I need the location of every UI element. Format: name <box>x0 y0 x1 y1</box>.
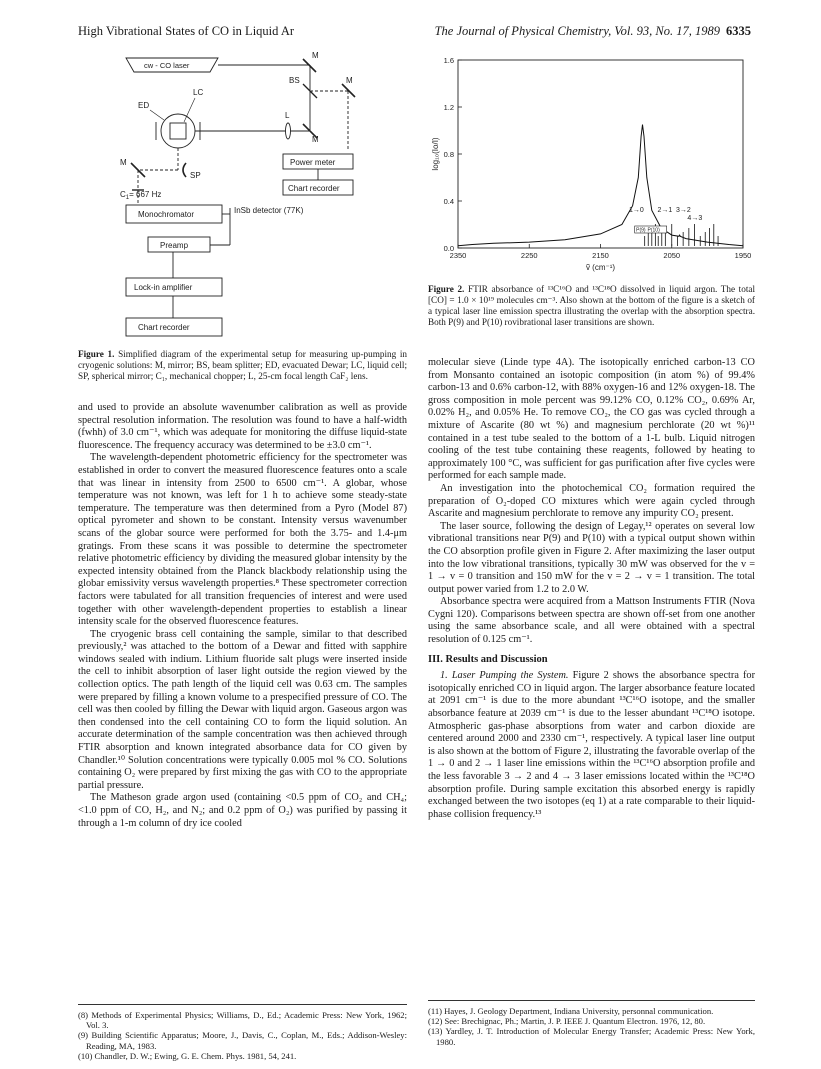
paragraph: The Matheson grade argon used (containing <0.5 ppm of CO₂ and CH₄; <1.0 ppm of CO, H₂, and N₂; and 0.2 ppm of O₂) was purified by passing it through a 1-m column of dry ice cooled <box>78 792 407 829</box>
power-meter-label: Power meter <box>290 158 336 167</box>
figure2-caption-text: FTIR absorbance of ¹³C¹⁶O and ¹³C¹⁸O dissolved in liquid argon. The total [CO] = 1.0 × 10¹⁹ molecules cm⁻³. Also shown at the bottom of the figure is a sketch of a typical laser line emission spectra illustrating the overlap with the absorption spectra. Both P(9) and P(10) rovibrational laser transitions are shown. <box>428 284 756 327</box>
x-tick-label: 2050 <box>663 251 681 260</box>
preamp-label: Preamp <box>160 241 189 250</box>
footnote: (13) Yardley, J. T. Introduction of Molecular Energy Transfer; Academic Press: New York, 1980. <box>428 1026 755 1047</box>
footnotes-left <box>78 1010 407 1061</box>
journal-citation: The Journal of Physical Chemistry, Vol. 93, No. 17, 1989 <box>434 24 720 38</box>
laser-label-3-2: 3→2 <box>676 207 691 214</box>
paragraph: An investigation into the photochemical CO₂ formation required the preparation of O₂-doped CO mixtures which were again cycled through Ascarite and magnesium perchlorate to remove any impurity CO₂ present. <box>428 482 755 520</box>
liquid-cell <box>170 123 186 139</box>
lockin-label: Lock-in amplifier <box>134 283 193 292</box>
footnote: (9) Building Scientific Apparatus; Moore, J., Davis, C., Coplan, M., Eds.; Addison-Wesley: Reading, MA, 1983. <box>78 1030 407 1051</box>
figure1-diagram <box>98 50 368 345</box>
paragraph: The laser source, following the design of Legay,¹² operates on several low vibrational transitions near P(9) and P(10) with a typical output shown within the CO absorption profile given in Figure 2. After maximizing the laser output into the low vibrational transitions, typically 30 mW was observed for the v = 1 → v = 0 transition and 150 mW for the v = 2 → v = 1 transition. The total output power varied from 1.2 to 2.0 W. <box>428 520 755 595</box>
footnote-rule-left <box>78 1004 407 1005</box>
x-tick-label: 2350 <box>449 251 467 260</box>
footnote-rule-right <box>428 1000 755 1001</box>
laser-key-p10: P(10) <box>647 227 660 234</box>
label-m-right: M <box>346 76 353 85</box>
y-tick-label: 0.8 <box>443 150 454 159</box>
laser-label-2-1: 2→1 <box>657 207 673 214</box>
y-tick-label: 0.0 <box>443 244 454 253</box>
subsection-text: Figure 2 shows the absorbance spectra for isotopically enriched CO in liquid argon. The larger absorbance feature located at 2091 cm⁻¹ is due to the more abundant ¹³C¹⁶O isotope, and the smaller absorbance feature at 2039 cm⁻¹ is due to the lesser abundant ¹³C¹⁸O isotope. Atmospheric gas-phase absorptions from water and carbon dioxide are centered around 2000 and 2330 cm⁻¹, respectively. A typical laser line output is also shown at the bottom of Figure 2, illustrating the favorable overlap of the 1 → 0 and 2 → 1 laser line emissions within the ¹³C¹⁶O absorption profile and the less favorable 3 → 2 and 4 → 3 laser emissions located within the ¹³C¹⁸O absorption profile. During sample excitation this absorbed energy is rapidly exchanged between the two isotopes (eq 1) at a rate comparable to their liquid-phase collision frequency.¹³ <box>428 670 756 820</box>
paragraph: The cryogenic brass cell containing the sample, similar to that described previously,² was attached to the bottom of a Dewar and fitted with sapphire windows sealed with indium. Lithium fluoride salt plugs were inserted inside the cell to inhibit absorption of laser light outside the region viewed by the collection optics. The path length of the liquid cell was 0.63 cm. The samples were prepared by filling a known volume to a prespecified pressure of CO. The cell was then cooled by filling the Dewar with liquid argon. Gaseous argon was then condensed into the cell containing CO to form the liquid solution. An accurate determination of the sample concentration was then achieved through FTIR absorption and known integrated absorbance data for CO given by Chandler.¹⁰ Solution concentrations were typically 0.005 mol % CO. Solutions containing O₂ were prepared by first mixing the gas with CO to the appropriate partial pressure. <box>78 628 407 791</box>
figure2-caption-label: Figure 2. <box>428 284 465 294</box>
laser-label: cw - CO laser <box>144 61 190 70</box>
label-chopper: $C_1= 667$ Hz <box>120 190 162 201</box>
mirror-right <box>342 84 355 97</box>
label-bs: BS <box>289 76 300 85</box>
paragraph: Absorbance spectra were acquired from a Mattson Instruments FTIR (Nova Cygni 120). Comparisons between spectra are shown off-set from one another using the same absorbance scale, and all were obtained with a spectral resolution of 0.125 cm⁻¹. <box>428 596 755 646</box>
y-tick-label: 1.6 <box>443 56 454 65</box>
figure2-chart <box>428 48 758 278</box>
footnote: (10) Chandler, D. W.; Ewing, G. E. Chem. Phys. 1981, 54, 241. <box>78 1050 297 1061</box>
footnote: (12) See: Brechignac, Ph.; Martin, J. P. IEEE J. Quantum Electron. 1976, 12, 80. <box>428 1016 706 1027</box>
subsection-title: 1. Laser Pumping the System. <box>440 670 569 682</box>
mirror-top <box>303 59 316 72</box>
chart-recorder-label-2: Chart recorder <box>138 323 190 332</box>
label-m-mid: M <box>312 135 319 144</box>
y-axis-label: log₁₀(Io/I) <box>431 137 440 171</box>
paragraph: molecular sieve (Linde type 4A). The isotopically enriched carbon-13 CO from Monsanto contained an isotopic composition (in atom %) of 99.4% carbon-13 and 0.6% carbon-12, with 88% oxygen-16 and 12% oxygen-18. The gross composition in mole percent was 99.12% CO, 0.12% CO₂, 0.69% Ar, 0.02% H₂, and 0.05% He. To remove CO₂, the CO gas was cycled through a mixture of Ascarite (80 wt %) and magnesium perchlorate (20 wt %)¹¹ contained in a test tube sealed to the bottom of a 1-L bulb. Liquid nitrogen cooling of the test tube containing these reagents, followed by heating to approximately 100 °C, was sufficient for gas purification after five cycles were performed for each sample made. <box>428 357 755 482</box>
label-sp: SP <box>190 171 201 180</box>
figure1-caption-text: Simplified diagram of the experimental setup for measuring up-pumping in cryogenic solutions: M, mirror; BS, beam splitter; ED, evacuated Dewar; LC, liquid cell; SP, spherical mirror; C₁, mechanical chopper; L, 25-cm focal length CaF₂ lens. <box>78 349 408 381</box>
absorbance-curve <box>458 125 743 246</box>
figure2-caption <box>428 284 755 328</box>
running-header-right <box>435 24 751 39</box>
x-tick-label: 2150 <box>592 251 609 260</box>
y-tick-label: 0.4 <box>443 197 454 206</box>
x-axis-label: ṽ (cm⁻¹) <box>585 263 616 272</box>
left-column-body <box>78 402 407 830</box>
label-lc: LC <box>193 88 204 97</box>
x-tick-label: 2250 <box>520 251 538 260</box>
detector-label: InSb detector (77K) <box>234 206 304 215</box>
laser-key-p9: P(9) <box>636 227 646 234</box>
footnote: (11) Hayes, J. Geology Department, Indiana University, personnal communication. <box>428 1006 714 1016</box>
laser-label-1-0: 1→0 <box>629 207 644 214</box>
x-tick-label: 1950 <box>734 251 752 260</box>
label-m-left: M <box>120 158 127 167</box>
label-l: L <box>285 111 290 120</box>
footnote: (8) Methods of Experimental Physics; Williams, D., Ed.; Academic Press: New York, 1962; Vol. 3. <box>78 1010 407 1031</box>
laser-label-4-3: 4→3 <box>687 215 703 222</box>
right-column-body <box>428 357 755 821</box>
monochromator-label: Monochromator <box>138 210 195 219</box>
page-number: 6335 <box>726 24 751 38</box>
spherical-mirror <box>183 163 186 177</box>
label-m-top: M <box>312 51 319 60</box>
paragraph: and used to provide an absolute wavenumber calibration as well as provide spectral resolution information. The resolution was found to have a half-width (fwhh) of 3.0 cm⁻¹, which was adequate for monitoring the diffuse liquid-state fluorescence. The frequency accuracy was determined to be ±3.0 cm⁻¹. <box>78 402 407 451</box>
running-header-left: High Vibrational States of CO in Liquid Ar <box>78 24 295 38</box>
figure1-caption-label: Figure 1. <box>78 349 115 359</box>
figure1-caption <box>78 349 407 382</box>
paragraph <box>428 670 755 821</box>
footnotes-right <box>428 1006 755 1047</box>
label-ed: ED <box>138 101 150 110</box>
paragraph: The wavelength-dependent photometric efficiency for the spectrometer was established in order to convert the measured fluorescence features onto a scale that was linear in intensity from 2500 to 6500 cm⁻¹. A globar, whose temperature was not known, was left for 1 h to achieve some steady-state temperature. The temperature was then determined from a Pyro (Model 87) optical pyrometer and shown to be constant. Intensity versus wavenumber scans of the globar source were performed for both the 3.75- and 1.4-μm gratings. From these scans it was possible to determine the spectrometer relative photometric efficiency by dividing the measured globar intensity by the expected intensity obtained from the Planck blackbody relationship using the globar emissivity versus wavelength properties.⁸ These spectrometer correction factors were tabulated for all transition frequencies of interest and were used together with other wavelength-dependent properties to establish a linear intensity scale for the observed fluorescence features. <box>78 452 407 628</box>
section-heading: III. Results and Discussion <box>428 653 548 665</box>
y-tick-label: 1.2 <box>443 103 454 112</box>
chart-recorder-label-1: Chart recorder <box>288 184 340 193</box>
lens <box>286 123 291 139</box>
